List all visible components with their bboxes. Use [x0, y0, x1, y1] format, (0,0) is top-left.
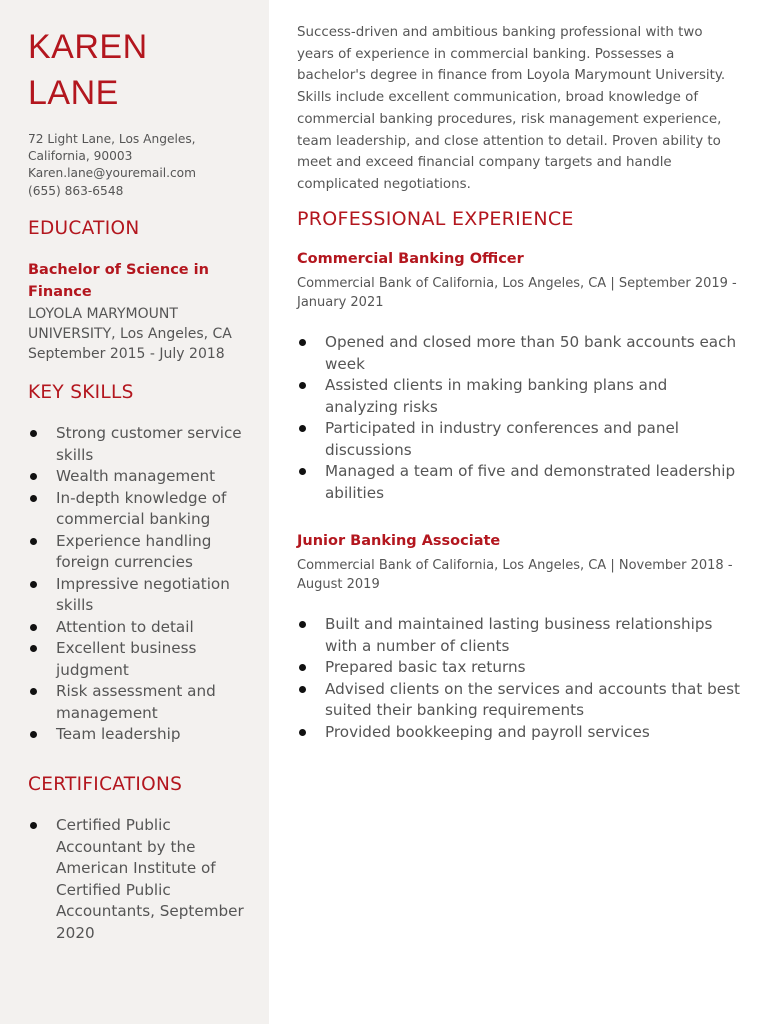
- job-bullets: [297, 332, 742, 504]
- job-bullets: [297, 614, 742, 743]
- skills-list: [28, 423, 256, 746]
- skill-item: Wealth management: [28, 466, 256, 488]
- contact-address-line2: California, 90003: [28, 149, 133, 164]
- job-bullet: Advised clients on the services and accounts that best suited their banking requirements: [297, 679, 742, 722]
- name-last: LANE: [28, 74, 119, 112]
- certifications-heading: CERTIFICATIONS: [28, 774, 183, 795]
- certification-item: Certified Public Accountant by the American Institute of Certified Public Accountants, September 2020: [28, 815, 246, 944]
- school-dates: September 2015 - July 2018: [28, 346, 225, 362]
- contact-address-line1: 72 Light Lane, Los Angeles,: [28, 132, 196, 146]
- skill-item: Impressive negotiation skills: [28, 574, 256, 617]
- school-line: UNIVERSITY, Los Angeles, CA: [28, 326, 232, 342]
- job-bullet: Prepared basic tax returns: [297, 657, 742, 679]
- job-bullet: Built and maintained lasting business relationships with a number of clients: [297, 614, 742, 657]
- education-school: [28, 304, 253, 364]
- job-bullet: Provided bookkeeping and payroll services: [297, 722, 742, 744]
- job-bullet: Opened and closed more than 50 bank accounts each week: [297, 332, 742, 375]
- professional-summary: Success-driven and ambitious banking professional with two years of experience in commercial banking. Possesses a bachelor's degree in finance from Loyola Marymount University. Skills include excellent communication, broad knowledge of commercial banking procedures, risk management experience, team leadership, and close attention to detail. Proven ability to meet and exceed financial company targets and handle complicated negotiations.: [297, 25, 726, 192]
- contact-phone: (655) 863-6548: [28, 183, 124, 198]
- job-bullet: Assisted clients in making banking plans and analyzing risks: [297, 375, 742, 418]
- job-title: Commercial Banking Officer: [297, 251, 524, 267]
- skills-heading: KEY SKILLS: [28, 382, 134, 403]
- job-bullet: Participated in industry conferences and panel discussions: [297, 418, 742, 461]
- skill-item: Strong customer service skills: [28, 423, 256, 466]
- certifications-list: [28, 815, 246, 944]
- skill-item: Attention to detail: [28, 617, 256, 639]
- job-title: Junior Banking Associate: [297, 533, 501, 549]
- experience-heading: PROFESSIONAL EXPERIENCE: [297, 208, 574, 230]
- school-line: LOYOLA MARYMOUNT: [28, 306, 178, 322]
- skill-item: Experience handling foreign currencies: [28, 531, 256, 574]
- candidate-name: [28, 24, 258, 116]
- job-bullet: Managed a team of five and demonstrated leadership abilities: [297, 461, 742, 504]
- education-heading: EDUCATION: [28, 218, 140, 239]
- contact-email[interactable]: Karen.lane@youremail.com: [28, 166, 196, 181]
- job-meta: Commercial Bank of California, Los Angeles, CA | September 2019 - January 2021: [297, 276, 737, 310]
- skill-item: Excellent business judgment: [28, 638, 256, 681]
- name-first: KAREN: [28, 28, 148, 66]
- skill-item: Team leadership: [28, 724, 256, 746]
- skill-item: In-depth knowledge of commercial banking: [28, 488, 256, 531]
- contact-info: [28, 131, 258, 200]
- education-degree: Bachelor of Science in Finance: [28, 262, 209, 300]
- skill-item: Risk assessment and management: [28, 681, 256, 724]
- job-meta: Commercial Bank of California, Los Angeles, CA | November 2018 - August 2019: [297, 558, 733, 592]
